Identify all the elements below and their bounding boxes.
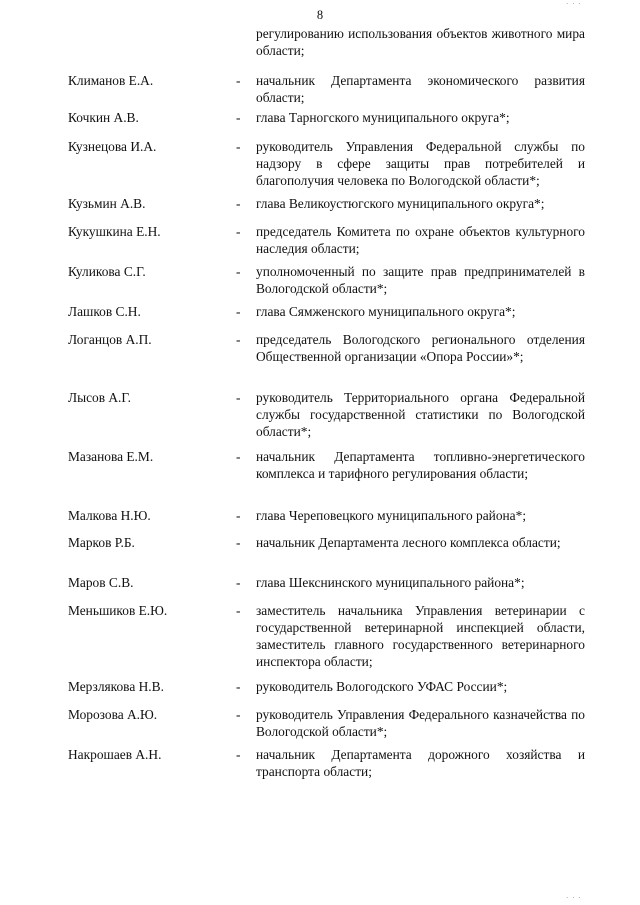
member-position: руководитель Управления Федеральной службы по надзору в сфере защиты прав потребителей и благополучия человека по Вологодской области*; <box>256 139 585 188</box>
member-name: Меньшиков Е.Ю. <box>68 603 168 618</box>
member-position: глава Сямженского муниципального округа*; <box>256 304 516 319</box>
dash-separator: - <box>236 139 241 154</box>
dash-separator: - <box>236 747 241 762</box>
member-position: председатель Вологодского регионального отделения Общественной организации «Опора России»*; <box>256 332 585 364</box>
member-position: уполномоченный по защите прав предпринимателей в Вологодской области*; <box>256 264 585 296</box>
list-item <box>0 331 640 389</box>
dash-separator: - <box>236 332 241 347</box>
member-position: начальник Департамента лесного комплекса области; <box>256 535 561 550</box>
dash-separator: - <box>236 73 241 88</box>
list-item <box>0 534 640 574</box>
list-item <box>0 706 640 746</box>
member-position: глава Череповецкого муниципального района*; <box>256 508 527 523</box>
list-item <box>0 263 640 303</box>
member-position: глава Тарногского муниципального округа*; <box>256 110 510 125</box>
list-item <box>0 448 640 507</box>
dash-separator: - <box>236 224 241 239</box>
member-name: Лашков С.Н. <box>68 304 141 319</box>
continuation-description: регулированию использования объектов животного мира области; <box>256 26 585 58</box>
member-name: Мазанова Е.М. <box>68 449 154 464</box>
member-name: Кузнецова И.А. <box>68 139 157 154</box>
list-item <box>0 223 640 263</box>
page-number: 8 <box>316 8 324 22</box>
member-position: начальник Департамента экономического развития области; <box>256 73 585 105</box>
list-item <box>0 602 640 678</box>
list-item <box>0 574 640 602</box>
member-name: Мерзлякова Н.В. <box>68 679 164 694</box>
dash-separator: - <box>236 535 241 550</box>
member-name: Морозова А.Ю. <box>68 707 158 722</box>
dash-separator: - <box>236 390 241 405</box>
member-name: Логанцов А.П. <box>68 332 152 347</box>
list-item <box>0 507 640 534</box>
member-name: Кочкин А.В. <box>68 110 139 125</box>
list-item <box>0 678 640 706</box>
dash-separator: - <box>236 304 241 319</box>
member-name: Климанов Е.А. <box>68 73 154 88</box>
list-item <box>0 389 640 448</box>
member-name: Куликова С.Г. <box>68 264 146 279</box>
member-position: начальник Департамента дорожного хозяйства и транспорта области; <box>256 747 585 779</box>
dash-separator: - <box>236 707 241 722</box>
continuation-entry <box>0 25 640 72</box>
dash-separator: - <box>236 449 241 464</box>
members-list <box>0 25 640 786</box>
member-position: руководитель Вологодского УФАС России*; <box>256 679 508 694</box>
member-name: Лысов А.Г. <box>68 390 131 405</box>
scan-corner-mark-top: · · · <box>566 0 582 8</box>
member-name: Кузьмин А.В. <box>68 196 146 211</box>
dash-separator: - <box>236 264 241 279</box>
member-position: глава Великоустюгского муниципального округа*; <box>256 196 545 211</box>
dash-separator: - <box>236 679 241 694</box>
member-position: начальник Департамента топливно-энергетического комплекса и тарифного регулирования области; <box>256 449 585 481</box>
list-item <box>0 138 640 195</box>
member-name: Марков Р.Б. <box>68 535 135 550</box>
member-position: руководитель Управления Федерального казначейства по Вологодской области*; <box>256 707 585 739</box>
member-position: заместитель начальника Управления ветеринарии с государственной ветеринарной инспекцией области, заместитель главного государственного ветеринарного инспектора области; <box>256 603 585 669</box>
dash-separator: - <box>236 575 241 590</box>
dash-separator: - <box>236 196 241 211</box>
list-item <box>0 195 640 223</box>
dash-separator: - <box>236 603 241 618</box>
member-name: Маров С.В. <box>68 575 134 590</box>
list-item <box>0 303 640 331</box>
list-item <box>0 109 640 138</box>
member-name: Кукушкина Е.Н. <box>68 224 161 239</box>
scan-corner-mark-bottom: · · · <box>566 894 582 902</box>
member-name: Малкова Н.Ю. <box>68 508 151 523</box>
list-item <box>0 746 640 786</box>
member-name: Накрошаев А.Н. <box>68 747 162 762</box>
list-item <box>0 72 640 109</box>
member-position: руководитель Территориального органа Федеральной службы государственной статистики по Вологодской области*; <box>256 390 585 439</box>
member-position: глава Шекснинского муниципального района*; <box>256 575 525 590</box>
dash-separator: - <box>236 110 241 125</box>
member-position: председатель Комитета по охране объектов культурного наследия области; <box>256 224 585 256</box>
dash-separator: - <box>236 508 241 523</box>
